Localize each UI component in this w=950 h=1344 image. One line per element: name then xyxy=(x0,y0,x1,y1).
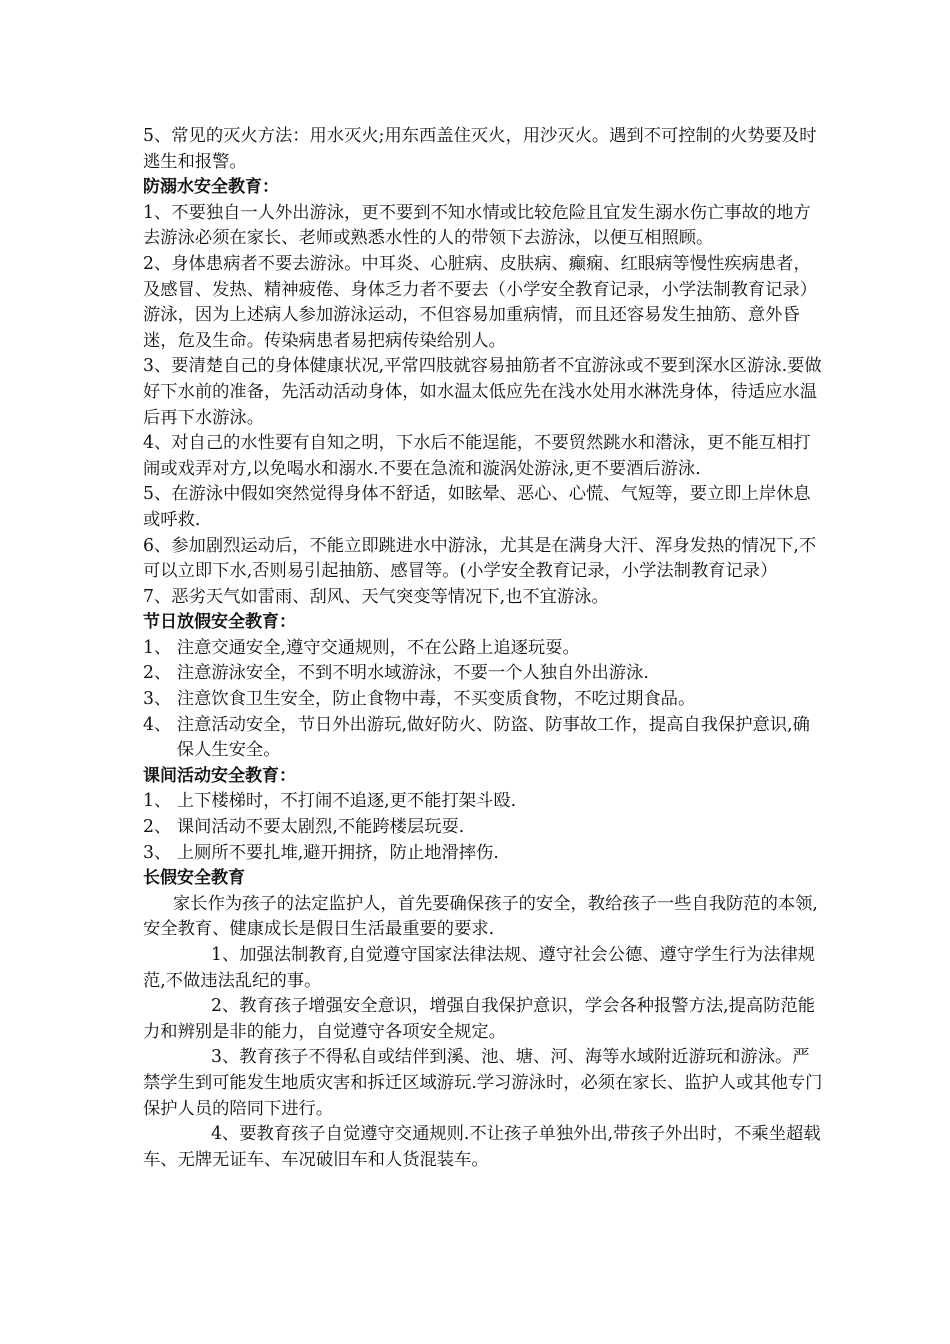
recess-item-text: 上下楼梯时，不打闹不追逐,更不能打架斗殴. xyxy=(176,791,517,812)
holiday-item-text: 注意游泳安全，不到不明水域游泳，不要一个人独自外出游泳. xyxy=(176,663,649,684)
fire-item-5: 5、常见的灭火方法：用水灭火;用东西盖住灭火，用沙灭火。遇到不可控制的火势要及时逃生和报警。 xyxy=(143,126,817,172)
longbreak-intro: 家长作为孩子的法定监护人，首先要确保孩子的安全，教给孩子一些自我防范的本领,安全教育、健康成长是假日生活最重要的要求. xyxy=(143,893,818,940)
recess-item-3 xyxy=(143,841,823,867)
holiday-item-text: 注意交通安全,遵守交通规则，不在公路上追逐玩耍。 xyxy=(176,637,580,658)
drowning-heading: 防溺水安全教育： xyxy=(143,177,279,198)
holiday-item-3 xyxy=(143,687,823,713)
holiday-heading: 节日放假安全教育： xyxy=(143,612,296,633)
holiday-item-number: 2、 xyxy=(143,663,177,684)
recess-item-number: 1、 xyxy=(143,791,177,812)
holiday-item-text: 注意饮食卫生安全，防止食物中毒，不买变质食物，不吃过期食品。 xyxy=(176,689,696,710)
recess-item-text: 上厕所不要扎堆,避开拥挤，防止地滑摔伤. xyxy=(176,842,499,863)
drowning-item-7: 7、恶劣天气如雷雨、刮风、天气突变等情况下,也不宜游泳。 xyxy=(143,586,609,607)
drowning-item-1: 1、不要独自一人外出游泳，更不要到不知水情或比较危险且宜发生溺水伤亡事故的地方去游泳必须在家长、老师或熟悉水性的人的带领下去游泳，以便互相照顾。 xyxy=(143,202,811,249)
recess-item-number: 2、 xyxy=(143,817,177,838)
longbreak-item-3: 3、教育孩子不得私自或结伴到溪、池、塘、河、海等水域附近游玩和游泳。严禁学生到可能发生地质灾害和拆迁区域游玩.学习游泳时，必须在家长、监护人或其他专门保护人员的陪同下进行。 xyxy=(143,1047,823,1119)
recess-item-1 xyxy=(143,789,823,815)
holiday-item-number: 4、 xyxy=(143,714,177,735)
document-page xyxy=(143,124,823,1173)
drowning-item-4: 4、对自己的水性要有自知之明，下水后不能逞能，不要贸然跳水和潜泳，更不能互相打闹或戏弄对方,以免喝水和溺水.不要在急流和漩涡处游泳,更不要酒后游泳. xyxy=(143,433,811,479)
longbreak-item-2: 2、教育孩子增强安全意识，增强自我保护意识，学会各种报警方法,提高防范能力和辨别是非的能力，自觉遵守各项安全规定。 xyxy=(143,996,816,1042)
holiday-item-number: 1、 xyxy=(143,637,177,658)
longbreak-item-4: 4、要教育孩子自觉遵守交通规则.不让孩子单独外出,带孩子外出时，不乘坐超载车、无牌无证车、车况破旧车和人货混装车。 xyxy=(143,1124,821,1170)
recess-heading: 课间活动安全教育： xyxy=(143,765,296,786)
holiday-item-text: 注意活动安全，节日外出游玩,做好防火、防盗、防事故工作，提高自我保护意识,确保人生安全。 xyxy=(176,714,810,761)
recess-item-number: 3、 xyxy=(143,842,177,863)
drowning-item-3: 3、要清楚自己的身体健康状况,平常四肢就容易抽筋者不宜游泳或不要到深水区游泳.要做好下水前的准备，先活动活动身体，如水温太低应先在浅水处用水淋洗身体，待适应水温后再下水游泳。 xyxy=(143,356,822,428)
drowning-item-2: 2、身体患病者不要去游泳。中耳炎、心脏病、皮肤病、癫痫、红眼病等慢性疾病患者，及感冒、发热、精神疲倦、身体乏力者不要去（小学安全教育记录，小学法制教育记录）游泳，因为上述病人参加游泳运动，不但容易加重病情，而且还容易发生抽筋、意外昏迷，危及生命。传染病患者易把病传染给别人。 xyxy=(143,253,817,351)
longbreak-item-1: 1、加强法制教育,自觉遵守国家法律法规、遵守社会公德、遵守学生行为法律规范,不做违法乱纪的事。 xyxy=(143,945,816,991)
holiday-item-4 xyxy=(143,713,823,764)
longbreak-heading: 长假安全教育 xyxy=(143,868,245,889)
recess-item-2 xyxy=(143,815,823,841)
holiday-item-2 xyxy=(143,661,823,687)
recess-item-text: 课间活动不要太剧烈,不能跨楼层玩耍. xyxy=(176,817,465,838)
drowning-item-6: 6、参加剧烈运动后，不能立即跳进水中游泳，尤其是在满身大汗、浑身发热的情况下,不可以立即下水,否则易引起抽筋、感冒等。(小学安全教育记录，小学法制教育记录） xyxy=(143,535,817,582)
drowning-item-5: 5、在游泳中假如突然觉得身体不舒适，如眩晕、恶心、心慌、气短等，要立即上岸休息或呼救. xyxy=(143,484,811,530)
holiday-item-1 xyxy=(143,636,823,662)
holiday-item-number: 3、 xyxy=(143,689,177,710)
